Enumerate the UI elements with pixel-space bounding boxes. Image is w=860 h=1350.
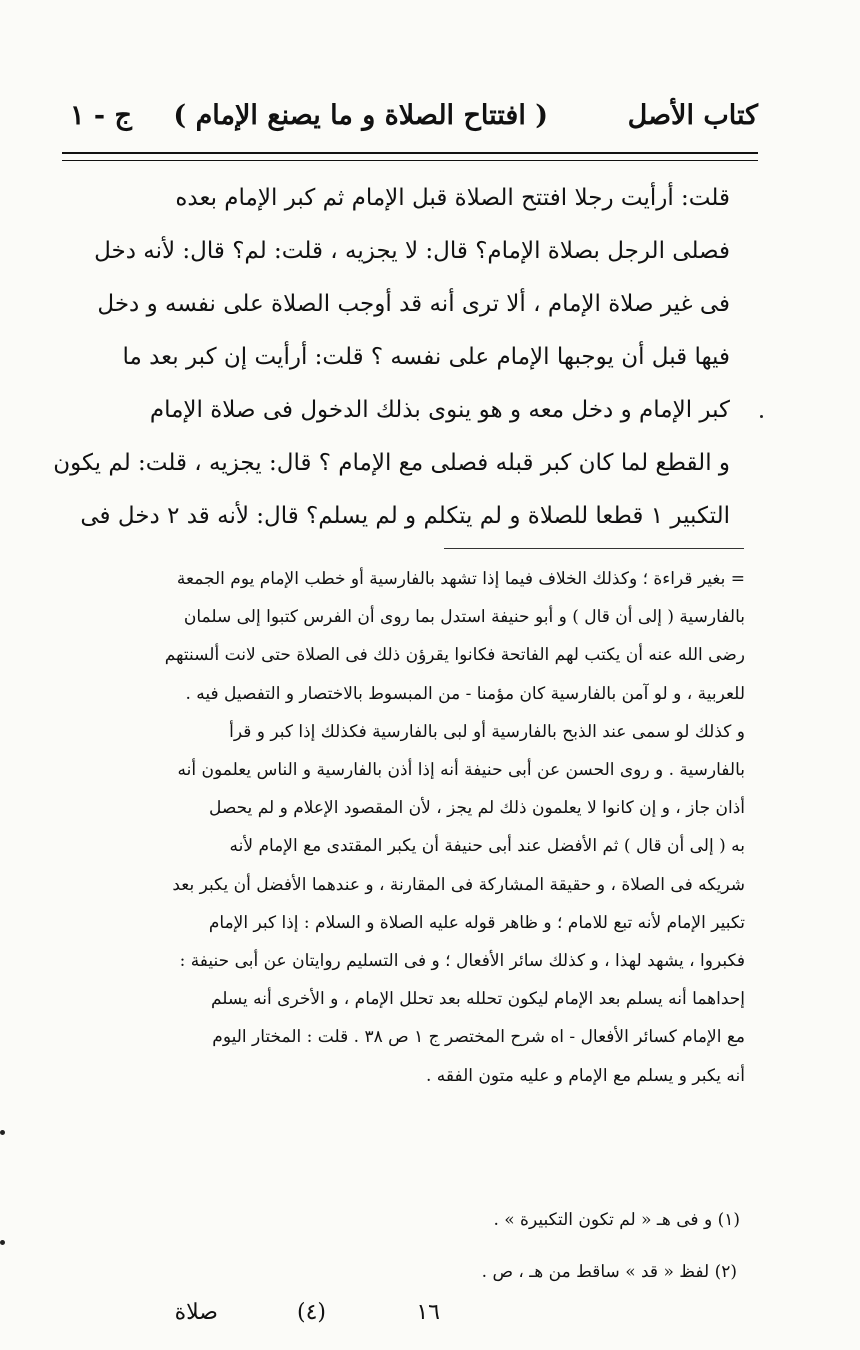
volume-label: ج - ١: [70, 100, 132, 131]
note-line: مع الإمام كسائر الأفعال - اه شرح المختصر ج ١ ص ٣٨ . قلت : المختار اليوم: [212, 1027, 745, 1048]
margin-mark: [0, 1130, 5, 1135]
footnote-2: (٢) لفظ « قد » ساقط من هـ ، ص .: [481, 1262, 737, 1282]
note-line: به ( إلى أن قال ) ثم الأفضل عند أبى حنيفة أن يكبر المقتدى مع الإمام لأنه: [229, 836, 745, 857]
note-line: شريكه فى الصلاة ، و حقيقة المشاركة فى المقارنة ، و عندهما الأفضل أن يكبر بعد: [172, 874, 745, 895]
footnote-separator: [444, 548, 744, 549]
note-line: أنه يكبر و يسلم مع الإمام و عليه متون الفقه .: [425, 1065, 745, 1086]
note-line: = بغير قراءة ؛ وكذلك الخلاف فيما إذا تشهد بالفارسية أو خطب الإمام يوم الجمعة: [176, 569, 745, 589]
signature-book: صلاة: [174, 1300, 218, 1325]
margin-mark: [0, 1240, 5, 1245]
chapter-title: ( افتتاح الصلاة و ما يصنع الإمام ): [173, 100, 548, 131]
page-footer: [70, 1300, 758, 1340]
note-line: أذان جاز ، و إن كانوا لا يعلمون ذلك لم يجز ، لأن المقصود الإعلام و لم يحصل: [208, 798, 745, 819]
note-line: فكبروا ، يشهد لهذا ، و كذلك سائر الأفعال ؛ و فى التسليم روايتان عن أبى حنيفة :: [179, 951, 745, 972]
note-line: إحداهما أنه يسلم بعد الإمام ليكون تحلله بعد تحلل الإمام ، و الأخرى أنه يسلم: [210, 989, 745, 1010]
main-line: كبر الإمام و دخل معه و هو ينوى بذلك الدخول فى صلاة الإمام: [149, 397, 730, 423]
commentary-notes: [80, 560, 745, 1095]
note-line: للعربية ، و لو آمن بالفارسية كان مؤمنا - من المبسوط بالاختصار و التفصيل فيه .: [185, 683, 745, 704]
note-line: تكبير الإمام لأنه تبع للامام ؛ و ظاهر قوله عليه الصلاة و السلام : إذا كبر الإمام: [208, 912, 745, 933]
footnote-1: (١) و فى هـ « لم تكون التكبيرة » .: [493, 1210, 740, 1230]
page-number: ١٦: [416, 1300, 440, 1325]
main-line: و القطع لما كان كبر قبله فصلى مع الإمام ؟ قال: يجزيه ، قلت: لم يكون: [53, 450, 730, 476]
note-line: بالفارسية ( إلى أن قال ) و أبو حنيفة استدل بما روى أن الفرس كتبوا إلى سلمان: [183, 607, 745, 628]
main-text: [53, 172, 730, 543]
note-line: بالفارسية . و روى الحسن عن أبى حنيفة أنه إذا أذن بالفارسية و الناس يعلمون أنه: [177, 760, 745, 781]
main-line: فيها قبل أن يوجبها الإمام على نفسه ؟ قلت: أرأيت إن كبر بعد ما: [122, 344, 730, 370]
book-title: كتاب الأصل: [627, 100, 758, 131]
main-line: قلت: أرأيت رجلا افتتح الصلاة قبل الإمام ثم كبر الإمام بعده: [175, 185, 730, 211]
main-line: التكبير ١ قطعا للصلاة و لم يتكلم و لم يسلم؟ قال: لأنه قد ٢ دخل فى: [80, 503, 730, 529]
note-line: رضى الله عنه أن يكتب لهم الفاتحة فكانوا يقرؤن ذلك فى الصلاة حتى لانت ألسنتهم: [164, 645, 745, 666]
main-line: فى غير صلاة الإمام ، ألا ترى أنه قد أوجب الصلاة على نفسه و دخل: [97, 291, 730, 317]
running-header: [70, 100, 758, 150]
header-rule: [62, 152, 758, 154]
margin-mark: [760, 415, 763, 418]
header-rule-thin: [62, 160, 758, 161]
note-line: و كذلك لو سمى عند الذبح بالفارسية أو لبى بالفارسية فكذلك إذا كبر و قرأ: [229, 721, 745, 742]
main-line: فصلى الرجل بصلاة الإمام؟ قال: لا يجزيه ، قلت: لم؟ قال: لأنه دخل: [94, 238, 730, 264]
signature-part: (٤): [296, 1300, 326, 1325]
